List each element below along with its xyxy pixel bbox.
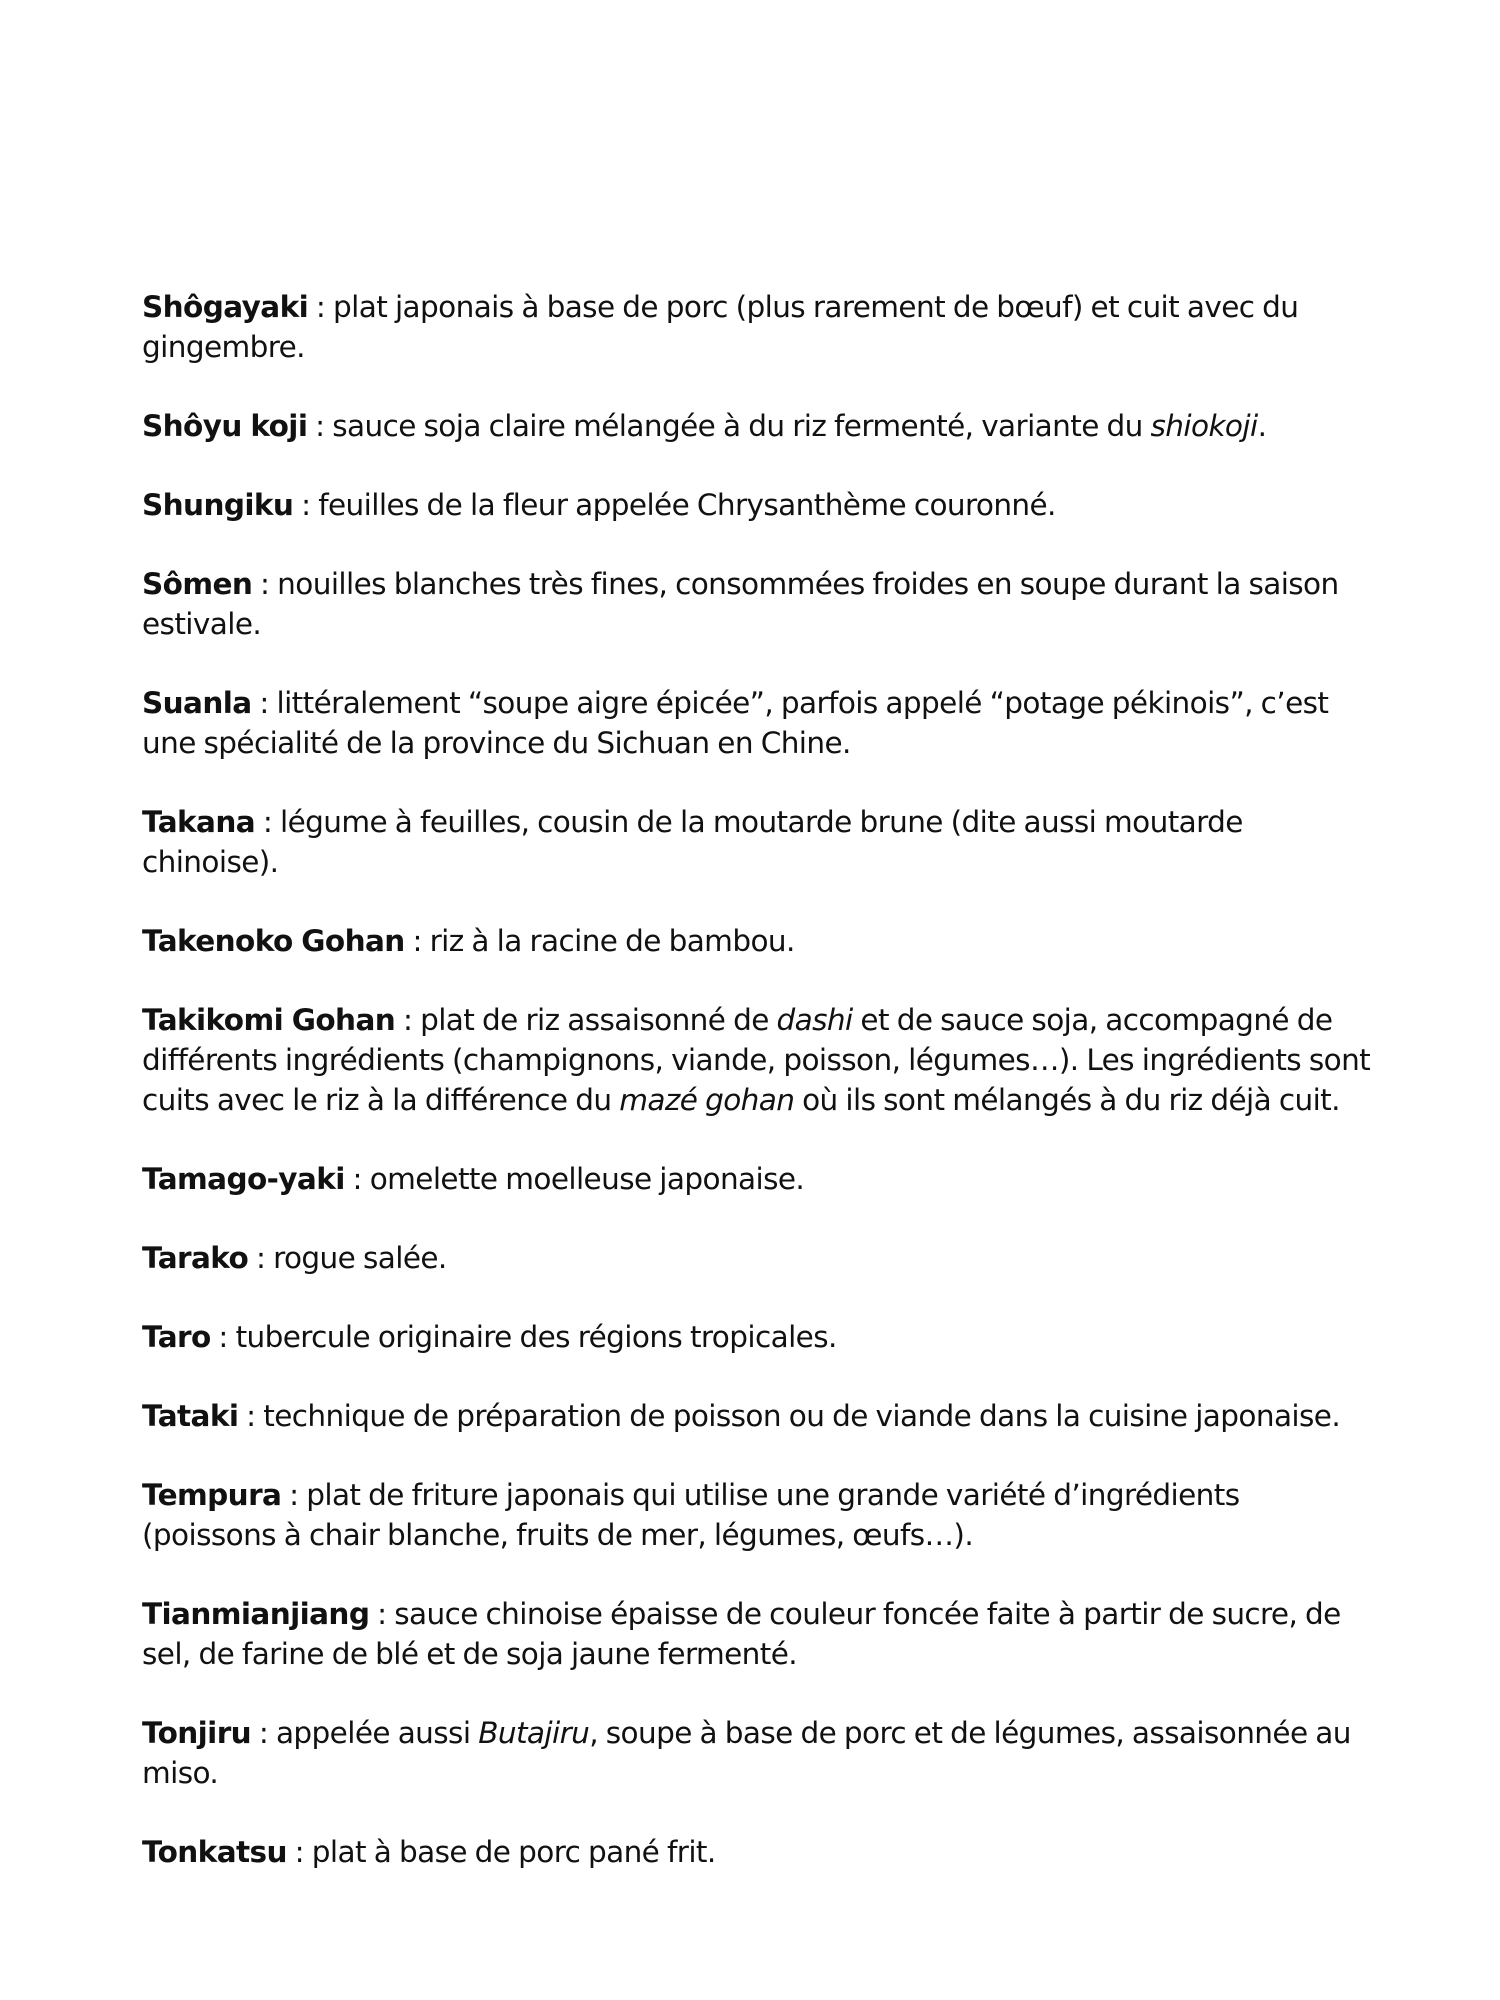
entry-separator: : (281, 1478, 307, 1512)
entry-separator: : (369, 1597, 395, 1631)
entry-separator: : (395, 1003, 421, 1037)
entry-term: Takana (142, 805, 256, 839)
glossary-entry-tamago-yaki (142, 1159, 1372, 1199)
entry-definition: sauce soja claire mélangée à du riz fermenté, variante du (332, 409, 1151, 443)
entry-definition: feuilles de la fleur appelée Chrysanthème couronné. (318, 488, 1056, 522)
entry-term: Takikomi Gohan (142, 1003, 396, 1037)
entry-term: Shôgayaki (142, 290, 309, 324)
glossary-entry-somen (142, 564, 1372, 644)
entry-term: Tonkatsu (142, 1835, 287, 1869)
entry-definition-italic: shiokoji (1150, 409, 1258, 443)
glossary-entry-takenoko-gohan (142, 921, 1372, 961)
entry-separator: : (251, 1716, 276, 1750)
entry-term: Tamago-yaki (142, 1162, 345, 1196)
glossary-entry-shogayaki (142, 287, 1372, 367)
entry-definition: plat de friture japonais qui utilise une grande variété d’ingrédients (poissons à chair blanche, fruits de mer, légumes, œufs…). (142, 1478, 1240, 1552)
entry-term: Shôyu koji (142, 409, 308, 443)
entry-definition: plat japonais à base de porc (plus rarement de bœuf) et cuit avec du gingembre. (142, 290, 1299, 364)
glossary-entry-takana (142, 802, 1372, 882)
entry-definition: rogue salée. (273, 1241, 447, 1275)
entry-definition: sauce chinoise épaisse de couleur foncée faite à partir de sucre, de sel, de farine de blé et de soja jaune fermenté. (142, 1597, 1341, 1671)
entry-separator: : (248, 1241, 274, 1275)
entry-definition: où ils sont mélangés à du riz déjà cuit. (794, 1083, 1340, 1117)
entry-definition: légume à feuilles, cousin de la moutarde brune (dite aussi moutarde chinoise). (142, 805, 1243, 879)
entry-term: Tempura (142, 1478, 282, 1512)
entry-separator: : (307, 409, 333, 443)
entry-term: Suanla (142, 686, 252, 720)
entry-separator: : (308, 290, 334, 324)
glossary-entry-tempura (142, 1475, 1372, 1555)
entry-term: Tonjiru (142, 1716, 252, 1750)
entry-separator: : (344, 1162, 370, 1196)
entry-definition-italic: Butajiru (478, 1716, 590, 1750)
glossary-entry-suanla (142, 683, 1372, 763)
entry-term: Tataki (142, 1399, 239, 1433)
entry-term: Taro (142, 1320, 211, 1354)
glossary-entry-taro (142, 1317, 1372, 1357)
entry-definition-italic: mazé gohan (619, 1083, 795, 1117)
entry-definition: plat de riz assaisonné de (420, 1003, 777, 1037)
glossary-entry-tataki (142, 1396, 1372, 1436)
entry-definition: littéralement “soupe aigre épicée”, parfois appelé “potage pékinois”, c’est une spécialité de la province du Sichuan en Chine. (142, 686, 1329, 760)
glossary-page (142, 287, 1372, 1911)
entry-definition: plat à base de porc pané frit. (311, 1835, 716, 1869)
glossary-entry-tonkatsu (142, 1832, 1372, 1872)
entry-term: Shungiku (142, 488, 294, 522)
glossary-entry-shungiku (142, 485, 1372, 525)
entry-separator: : (255, 805, 280, 839)
glossary-entry-tianmianjiang (142, 1594, 1372, 1674)
entry-term: Tarako (142, 1241, 249, 1275)
entry-definition: tubercule originaire des régions tropicales. (235, 1320, 837, 1354)
entry-definition: nouilles blanches très fines, consommées froides en soupe durant la saison estivale. (142, 567, 1339, 641)
entry-separator: : (293, 488, 319, 522)
entry-separator: : (210, 1320, 236, 1354)
entry-separator: : (238, 1399, 264, 1433)
entry-definition: riz à la racine de bambou. (429, 924, 795, 958)
entry-definition: . (1257, 409, 1267, 443)
entry-term: Sômen (142, 567, 253, 601)
entry-term: Takenoko Gohan (142, 924, 405, 958)
entry-separator: : (251, 686, 277, 720)
entry-definition: et de sauce soja, accompagné de différents ingrédients (champignons, viande, poisson, légumes…). Les ingrédients sont cuits avec le riz à la différence du (142, 1003, 1371, 1117)
entry-separator: : (286, 1835, 312, 1869)
entry-separator: : (252, 567, 278, 601)
glossary-entry-shoyu-koji (142, 406, 1372, 446)
entry-separator: : (404, 924, 430, 958)
entry-definition-italic: dashi (776, 1003, 853, 1037)
glossary-entry-tarako (142, 1238, 1372, 1278)
entry-definition: technique de préparation de poisson ou de viande dans la cuisine japonaise. (263, 1399, 1341, 1433)
glossary-entry-takikomi-gohan (142, 1000, 1372, 1120)
entry-term: Tianmianjiang (142, 1597, 370, 1631)
entry-definition: , soupe à base de porc et de légumes, assaisonnée au miso. (142, 1716, 1351, 1790)
glossary-entry-tonjiru (142, 1713, 1372, 1793)
entry-definition: omelette moelleuse japonaise. (369, 1162, 805, 1196)
entry-definition: appelée aussi (275, 1716, 479, 1750)
